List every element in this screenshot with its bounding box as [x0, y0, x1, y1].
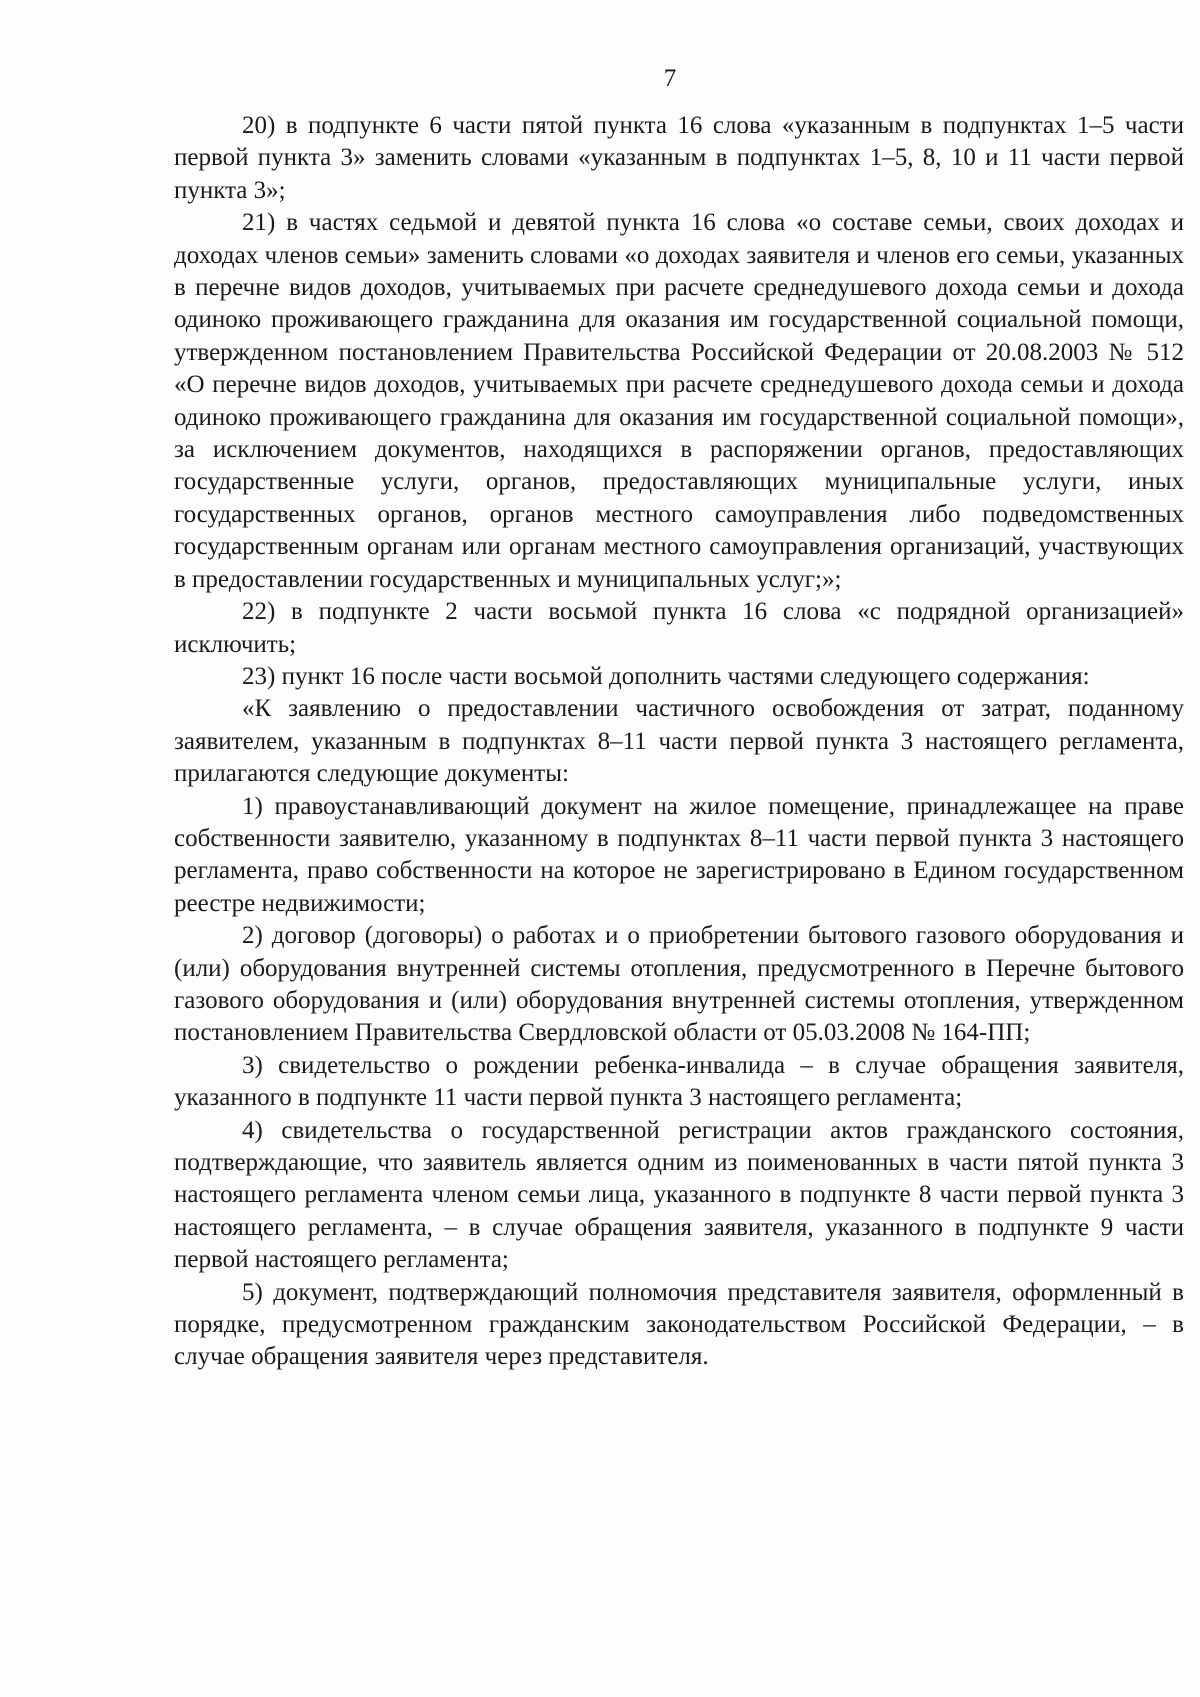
paragraph-item-20: 20) в подпункте 6 части пятой пункта 16 слова «указанным в подпунктах 1–5 части первой пункта 3» заменить словами «указанным в подпунктах 1–5, 8, 10 и 11 части первой пункта 3»; [174, 112, 1184, 204]
paragraph-item-21: 21) в частях седьмой и девятой пункта 16 слова «о составе семьи, своих доходах и доходах членов семьи» заменить словами «о доходах заявителя и членов его семьи, указанных в перечне видов доходов, учитываемых при расчете среднедушевого дохода семьи и дохода одиноко проживающего гражданина для оказания им государственной социальной помощи, утвержденном постановлением Правительства Российской Федерации от 20.08.2003 № 512 «О перечне видов доходов, учитываемых при расчете среднедушевого дохода семьи и дохода одиноко проживающего гражданина для оказания им государственной социальной помощи», за исключением документов, находящихся в распоряжении органов, предоставляющих государственные услуги, органов, предоставляющих муниципальные услуги, иных государственных органов, органов местного самоуправления либо подведомственных государственным органам или органам местного самоуправления организаций, участвующих в предоставлении государственных и муниципальных услуг;»; [174, 209, 1184, 593]
paragraph-document-4: 4) свидетельства о государственной регистрации актов гражданского состояния, подтверждающие, что заявитель является одним из поименованных в части пятой пункта 3 настоящего регламента членом семьи лица, указанного в подпункте 8 части первой пункта 3 настоящего регламента, – в случае обращения заявителя, указанного в подпункте 9 части первой настоящего регламента; [174, 1116, 1184, 1274]
paragraph-attachments-intro: «К заявлению о предоставлении частичного освобождения от затрат, поданному заявителем, указанным в подпунктах 8–11 части первой пункта 3 настоящего регламента, прилагаются следующие документы: [174, 695, 1184, 788]
paragraph-document-5: 5) документ, подтверждающий полномочия представителя заявителя, оформленный в порядке, предусмотренном гражданским законодательством Российской Федерации, – в случае обращения заявителя через представителя. [174, 1278, 1184, 1371]
paragraph-item-23: 23) пункт 16 после части восьмой дополнить частями следующего содержания: [242, 662, 1090, 690]
paragraph-document-2: 2) договор (договоры) о работах и о приобретении бытового газового оборудования и (или) оборудования внутренней системы отопления, предусмотренного в Перечне бытового газового оборудования и (или) оборудования внутренней системы отопления, утвержденном постановлением Правительства Свердловской области от 05.03.2008 № 164-ПП; [174, 922, 1184, 1047]
document-body [174, 110, 1184, 1374]
paragraph-document-3: 3) свидетельство о рождении ребенка-инвалида – в случае обращения заявителя, указанного в подпункте 11 части первой пункта 3 настоящего регламента; [174, 1051, 1184, 1112]
paragraph-item-22: 22) в подпункте 2 части восьмой пункта 16 слова «с подрядной организацией» исключить; [174, 598, 1184, 658]
paragraph-document-1: 1) правоустанавливающий документ на жилое помещение, принадлежащее на праве собственности заявителю, указанному в подпунктах 8–11 части первой пункта 3 настоящего регламента, право собственности на которое не зарегистрировано в Едином государственном реестре недвижимости; [174, 792, 1184, 917]
page-number: 7 [663, 65, 677, 92]
